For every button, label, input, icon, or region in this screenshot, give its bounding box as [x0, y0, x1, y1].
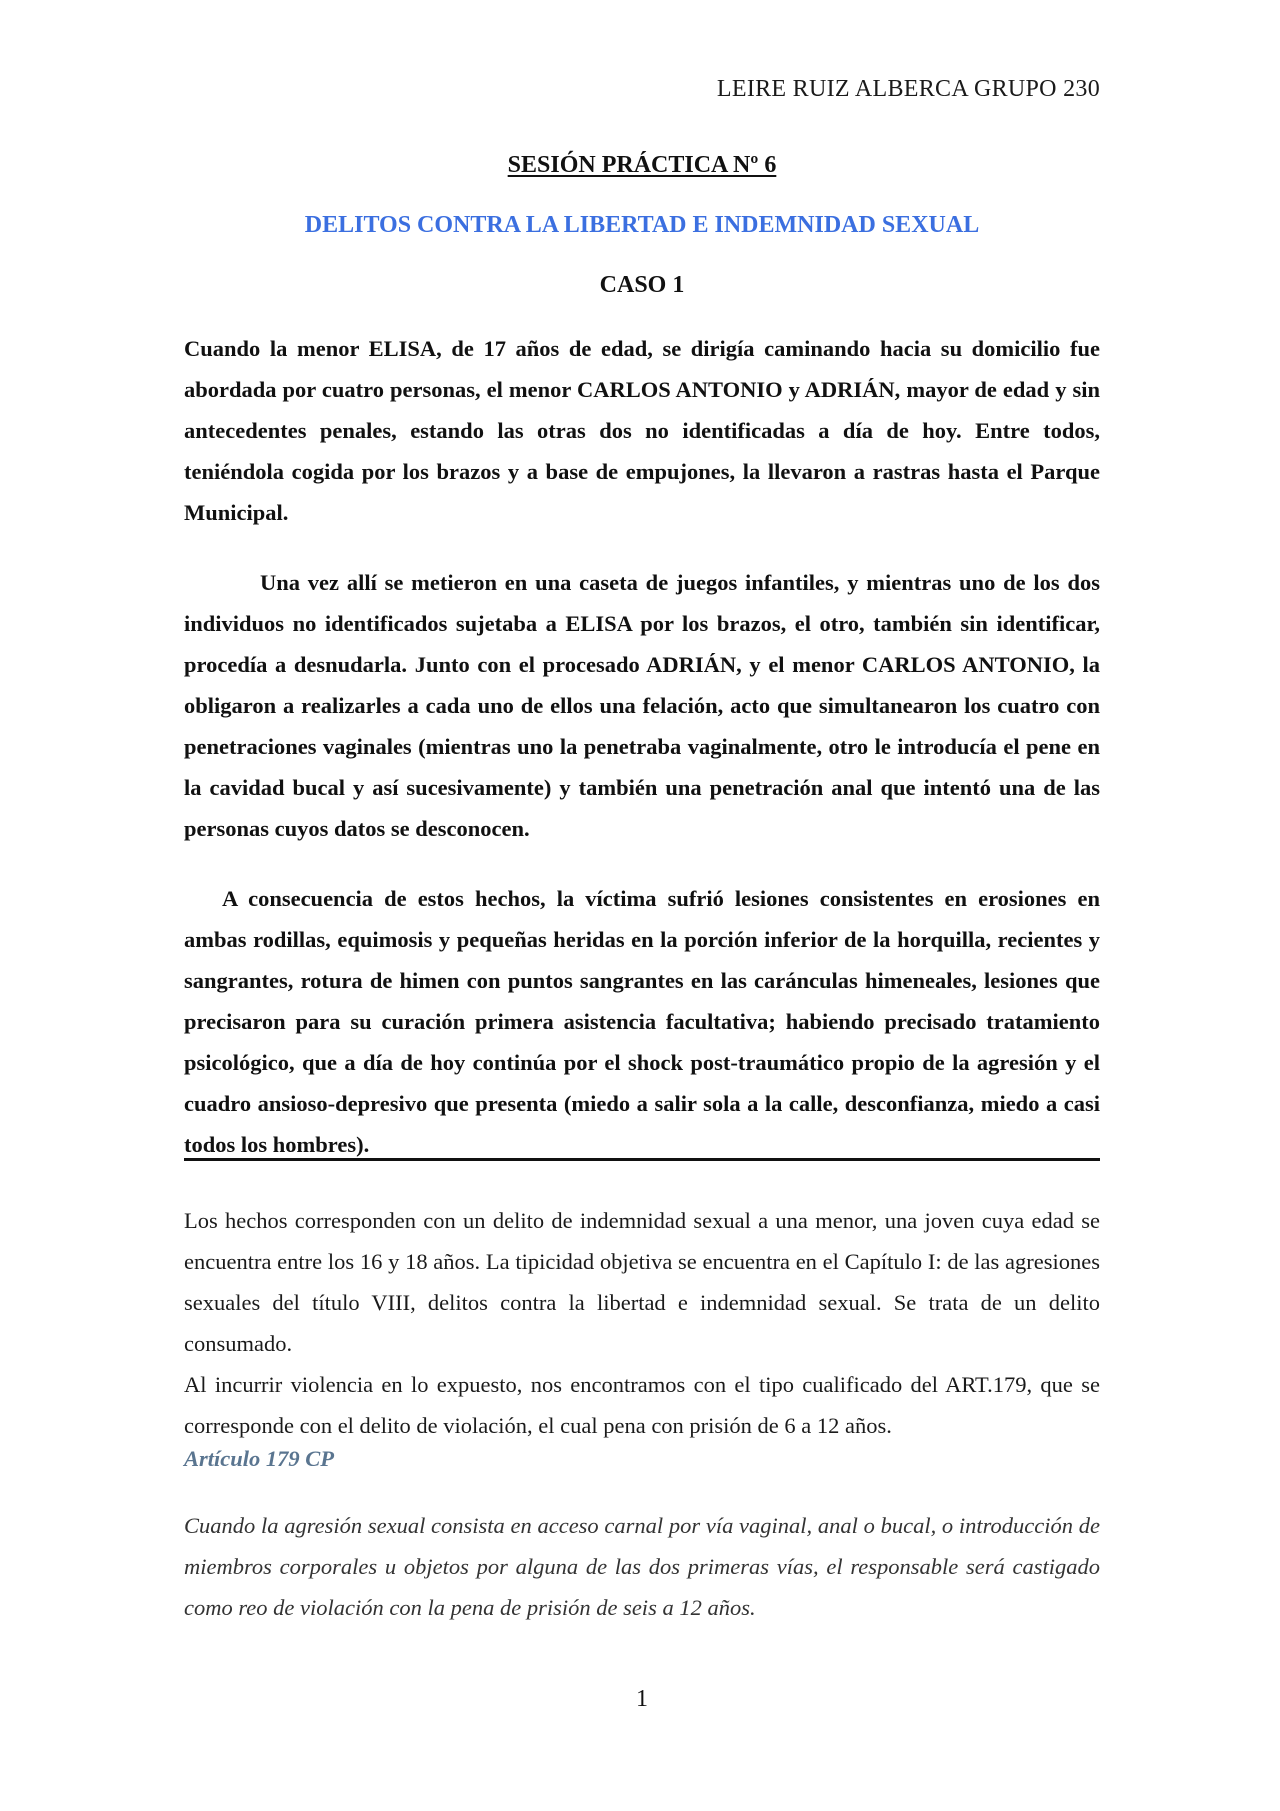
- page-header-author: LEIRE RUIZ ALBERCA GRUPO 230: [716, 76, 1100, 102]
- analysis-paragraph-2: Al incurrir violencia en lo expuesto, nos encontramos con el tipo cualificado del ART.179, que se corresponde con el delito de violación, el cual pena con prisión de 6 a 12 años.: [184, 1372, 1100, 1438]
- section-divider: [184, 1158, 1100, 1161]
- facts-paragraph-1: Cuando la menor ELISA, de 17 años de edad, se dirigía caminando hacia su domicilio fue abordada por cuatro personas, el menor CARLOS ANTONIO y ADRIÁN, mayor de edad y sin antecedentes penales, estando las otras dos no identificadas a día de hoy. Entre todos, teniéndola cogida por los brazos y a base de empujones, la llevaron a rastras hasta el Parque Municipal.: [184, 336, 1100, 525]
- case-title: CASO 1: [599, 272, 685, 298]
- legal-analysis: [184, 1200, 1100, 1446]
- analysis-paragraph-1: Los hechos corresponden con un delito de indemnidad sexual a una menor, una joven cuya edad se encuentra entre los 16 y 18 años. La tipicidad objetiva se encuentra en el Capítulo I: de las agresiones sexuales del título VIII, delitos contra la libertad e indemnidad sexual. Se trata de un delito consumado.: [184, 1208, 1100, 1356]
- article-heading: Artículo 179 CP: [184, 1446, 335, 1471]
- facts-paragraph-2: Una vez allí se metieron en una caseta de juegos infantiles, y mientras uno de los dos individuos no identificados sujetaba a ELISA por los brazos, el otro, también sin identificar, procedía a desnudarla. Junto con el procesado ADRIÁN, y el menor CARLOS ANTONIO, la obligaron a realizarles a cada uno de ellos una felación, acto que simultanearon los cuatro con penetraciones vaginales (mientras uno la penetraba vaginalmente, otro le introducía el pene en la cavidad bucal y así sucesivamente) y también una penetración anal que intentó una de las personas cuyos datos se desconocen.: [184, 570, 1100, 841]
- facts-paragraph-3: A consecuencia de estos hechos, la víctima sufrió lesiones consistentes en erosiones en ambas rodillas, equimosis y pequeñas heridas en la porción inferior de la horquilla, recientes y sangrantes, rotura de himen con puntos sangrantes en las caránculas himeneales, lesiones que precisaron para su curación primera asistencia facultativa; habiendo precisado tratamiento psicológico, que a día de hoy continúa por el shock post-traumático propio de la agresión y el cuadro ansioso-depresivo que presenta (miedo a salir sola a la calle, desconfianza, miedo a casi todos los hombres).: [184, 886, 1100, 1157]
- document-page: [184, 0, 1100, 1811]
- case-facts: [184, 328, 1100, 1165]
- page-number: 1: [636, 1686, 648, 1712]
- session-title: SESIÓN PRÁCTICA Nº 6: [507, 152, 777, 178]
- article-text: Cuando la agresión sexual consista en acceso carnal por vía vaginal, anal o bucal, o introducción de miembros corporales u objetos por alguna de las dos primeras vías, el responsable será castigado como reo de violación con la pena de prisión de seis a 12 años.: [184, 1513, 1100, 1620]
- topic-title: DELITOS CONTRA LA LIBERTAD E INDEMNIDAD SEXUAL: [304, 212, 980, 238]
